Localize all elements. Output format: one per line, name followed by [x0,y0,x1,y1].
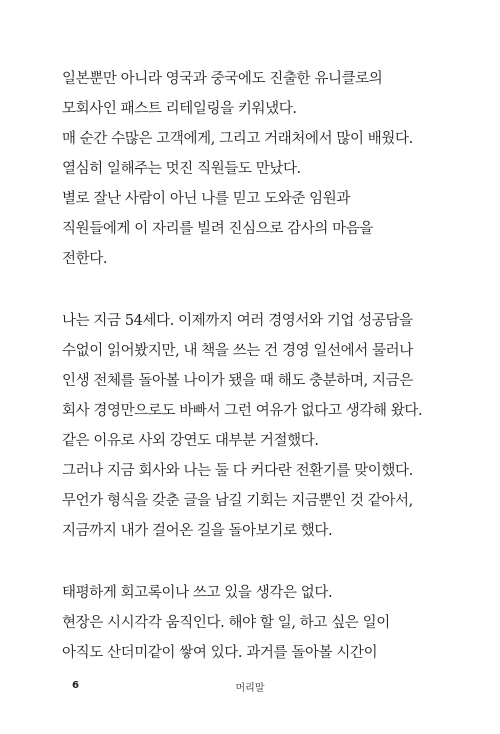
running-footer-title: 머리말 [235,683,265,694]
body-line: 태평하게 회고록이나 쓰고 있을 생각은 없다. [62,585,333,601]
body-line: 무언가 형식을 갖춘 글을 남길 기회는 지금뿐인 것 같아서, [62,493,413,509]
body-line: 매 순간 수많은 고객에게, 그리고 거래처에서 많이 배웠다. [62,131,413,147]
body-line: 직원들에게 이 자리를 빌려 진심으로 감사의 마음을 [62,221,374,237]
body-line: 인생 전체를 돌아볼 나이가 됐을 때 해도 충분하며, 지금은 [62,373,413,389]
body-line: 아직도 산더미같이 쌓여 있다. 과거를 돌아볼 시간이 [62,645,378,661]
body-line: 나는 지금 54세다. 이제까지 여러 경영서와 기업 성공담을 [62,313,413,329]
body-line: 모회사인 패스트 리테일링을 키워냈다. [62,101,297,117]
body-line: 회사 경영만으로도 바빠서 그런 여유가 없다고 생각해 왔다. [62,403,423,419]
body-line: 지금까지 내가 걸어온 길을 돌아보기로 했다. [62,523,333,539]
body-line: 열심히 일해주는 멋진 직원들도 만났다. [62,161,301,177]
body-line: 전한다. [62,251,108,267]
body-line: 그러나 지금 회사와 나는 둘 다 커다란 전환기를 맞이했다. [62,463,413,479]
body-line: 같은 이유로 사외 강연도 대부분 거절했다. [62,433,319,449]
page-number: 6 [72,680,79,691]
body-line: 현장은 시시각각 움직인다. 해야 할 일, 하고 싶은 일이 [62,615,390,631]
body-line: 수없이 읽어봤지만, 내 책을 쓰는 건 경영 일선에서 물러나 [62,343,413,359]
body-line: 일본뿐만 아니라 영국과 중국에도 진출한 유니클로의 [62,71,383,87]
body-line: 별로 잘난 사람이 아닌 나를 믿고 도와준 임원과 [62,191,350,207]
